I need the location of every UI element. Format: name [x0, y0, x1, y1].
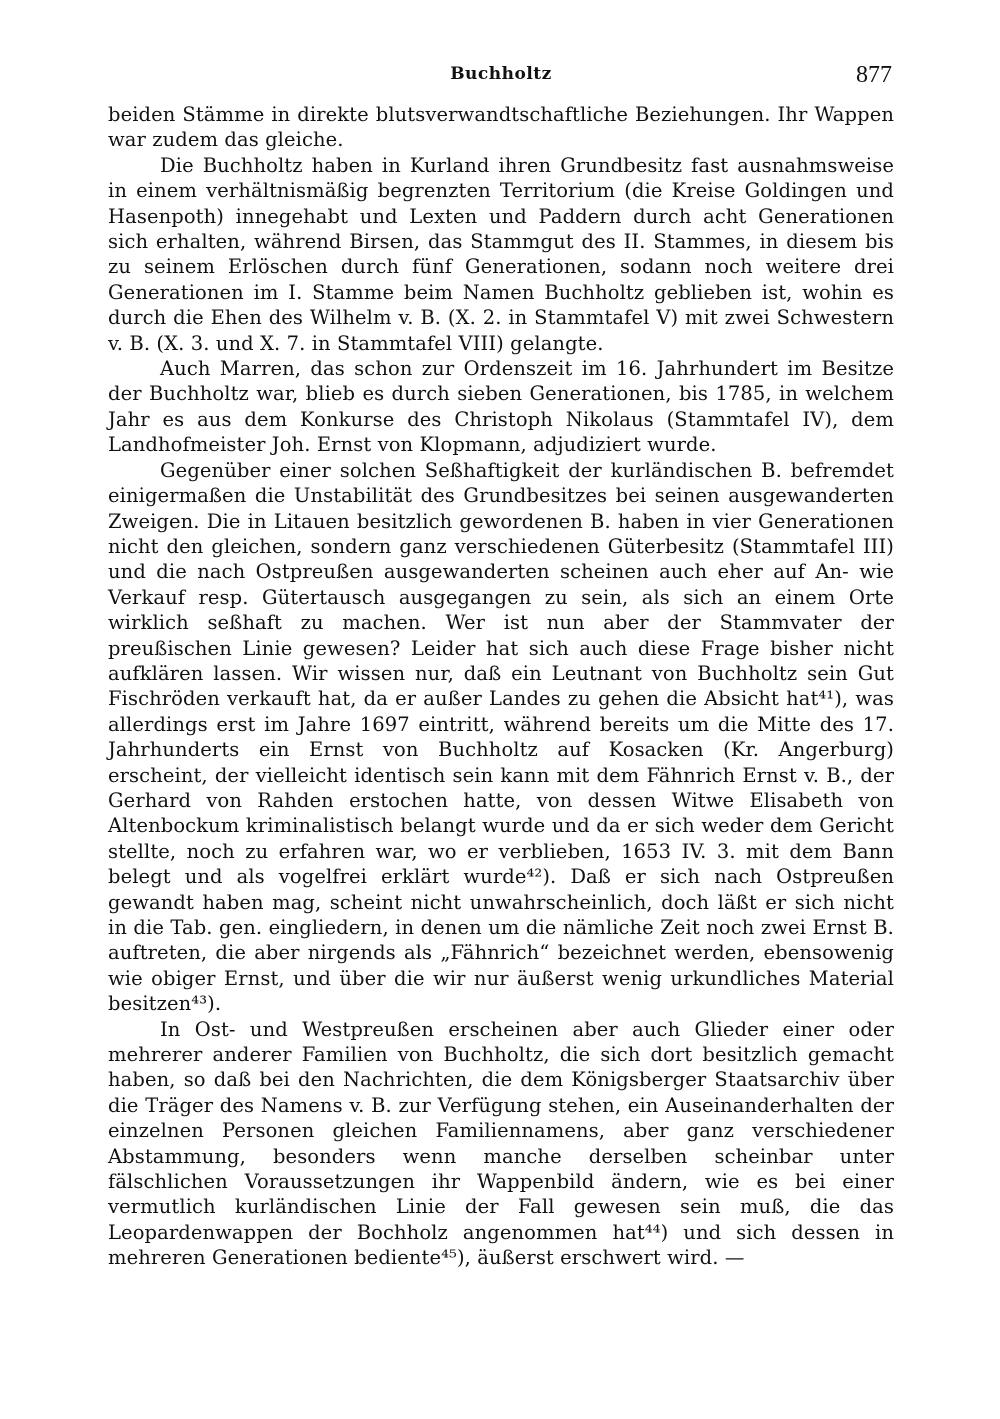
body-text: [108, 102, 894, 1271]
paragraph-continuation: beiden Stämme in direkte blutsverwandtschaftliche Beziehungen. Ihr Wappen war zudem das gleiche.: [108, 103, 894, 152]
paragraph-ausgewanderte-zweige: Gegenüber einer solchen Seßhaftigkeit der kurländischen B. befremdet einigermaßen die Unstabilität des Grundbesitzes bei seinen ausgewanderten Zweigen. Die in Litauen besitzlich gewordenen B. haben in vier Generationen nicht den gleichen, sondern ganz verschiedenen Güterbesitz (Stammtafel III) und die nach Ostpreußen ausgewanderten scheinen auch eher auf An- wie Verkauf resp. Gütertausch ausgegangen zu sein, als sich an einem Orte wirklich seßhaft zu machen. Wer ist nun aber der Stammvater der preußischen Linie gewesen? Leider hat sich auch diese Frage bisher nicht aufklären lassen. Wir wissen nur, daß ein Leutnant von Buchholtz sein Gut Fischröden verkauft hat, da er außer Landes zu gehen die Absicht hat⁴¹), was allerdings erst im Jahre 1697 eintritt, während bereits um die Mitte des 17. Jahrhunderts ein Ernst von Buchholtz auf Kosacken (Kr. Angerburg) erscheint, der vielleicht identisch sein kann mit dem Fähnrich Ernst v. B., der Gerhard von Rahden erstochen hatte, von dessen Witwe Elisabeth von Altenbockum kriminalistisch belangt wurde und da er sich weder dem Gericht stellte, noch zu erfahren war, wo er verblieben, 1653 IV. 3. mit dem Bann belegt und als vogelfrei erklärt wurde⁴²). Daß er sich nach Ostpreußen gewandt haben mag, scheint nicht unwahrscheinlich, doch läßt er sich nicht in die Tab. gen. eingliedern, in denen um die nämliche Zeit noch zwei Ernst B. auftreten, die aber nirgends als „Fähnrich“ bezeichnet werden, ebensowenig wie obiger Ernst, und über die wir nur äußerst wenig urkundliches Material besitzen⁴³).: [108, 458, 894, 1016]
book-page: [108, 62, 894, 1271]
paragraph-marren: Auch Marren, das schon zur Ordenszeit im 16. Jahrhundert im Besitze der Buchholtz war, blieb es durch sieben Generationen, bis 1785, in welchem Jahr es aus dem Konkurse des Christoph Nikolaus (Stammtafel IV), dem Landhofmeister Joh. Ernst von Klopmann, adjudiziert wurde.: [108, 357, 894, 457]
running-title: Buchholtz: [450, 64, 552, 84]
paragraph-kurland-grundbesitz: Die Buchholtz haben in Kurland ihren Grundbesitz fast ausnahmsweise in einem verhältnismäßig begrenzten Territorium (die Kreise Goldingen und Hasenpoth) innegehabt und Lexten und Paddern durch acht Generationen sich erhalten, während Birsen, das Stammgut des II. Stammes, in diesem bis zu seinem Erlöschen durch fünf Generationen, sodann noch weitere drei Generationen im I. Stamme beim Namen Buchholtz geblieben ist, wohin es durch die Ehen des Wilhelm v. B. (X. 2. in Stammtafel V) mit zwei Schwestern v. B. (X. 3. und X. 7. in Stammtafel VIII) gelangte.: [108, 153, 894, 355]
page-number: 877: [856, 62, 892, 88]
running-header: [108, 62, 894, 102]
paragraph-ost-westpreussen: In Ost- und Westpreußen erscheinen aber auch Glieder einer oder mehrerer anderer Familien von Buchholtz, die sich dort besitzlich gemacht haben, so daß bei den Nachrichten, die dem Königsberger Staatsarchiv über die Träger des Namens v. B. zur Verfügung stehen, ein Auseinanderhalten der einzelnen Personen gleichen Familiennamens, aber ganz verschiedener Abstammung, besonders wenn manche derselben scheinbar unter fälschlichen Voraussetzungen ihr Wappenbild ändern, wie es bei einer vermutlich kurländischen Linie der Fall gewesen sein muß, die das Leopardenwappen der Bochholz angenommen hat⁴⁴) und sich dessen in mehreren Generationen bediente⁴⁵), äußerst erschwert wird. —: [108, 1017, 894, 1270]
